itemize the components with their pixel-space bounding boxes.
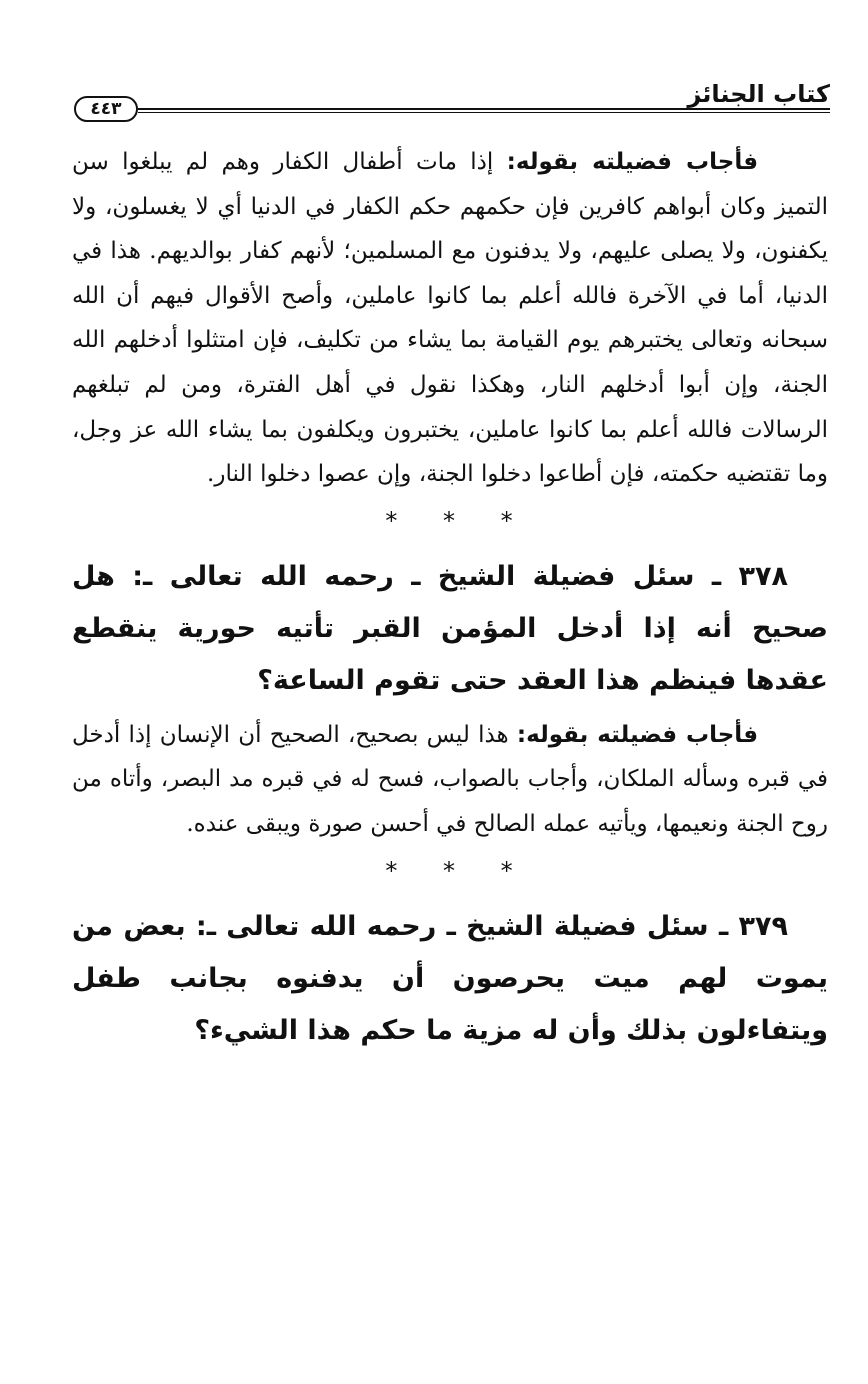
question-378: ٣٧٨ ـ سئل فضيلة الشيخ ـ رحمه الله تعالى ـ: هل صحيح أنه إذا أدخل المؤمن القبر تأتيه حورية ينقطع عقدها فينظم هذا العقد حتى تقوم الساعة؟ — [72, 560, 828, 696]
answer-lead: فأجاب فضيلته بقوله: — [506, 149, 759, 175]
running-title: كتاب الجنائز — [687, 80, 830, 108]
answer-text: هذا ليس بصحيح، الصحيح أن الإنسان إذا أدخل في قبره وسأله الملكان، وأجاب بالصواب، فسح له في قبره مد البصر، وأتاه من روح الجنة ونعيمها، ويأتيه عمله الصالح في أحسن صورة ويبقى عنده. — [72, 721, 829, 837]
answer-text: إذا مات أطفال الكفار وهم لم يبلغوا سن التميز وكان أبواهم كافرين فإن حكمهم حكم الكفار في الدنيا أي لا يغسلون، ولا يكفنون، ولا يصلى عليهم، ولا يدفنون مع المسلمين؛ لأنهم كفار بوالديهم. هذا في الدنيا، أما في الآخرة فالله أعلم بما كانوا عاملين، وأصح الأقوال فيهم أن الله سبحانه وتعالى يختبرهم يوم القيامة بما يشاء من تكليف، فإن امتثلوا أدخلهم الله الجنة، وإن أبوا أدخلهم النار، وهكذا نقول في أهل الفترة، ومن لم تبلغهم الرسالات فالله أعلم بما كانوا عاملين، يختبرون ويكلفون بما يشاء الله عز وجل، وما تقتضيه حكمته، فإن أطاعوا دخلوا الجنة، وإن عصوا دخلوا النار. — [72, 149, 828, 488]
page-number: ٤٤٣ — [74, 96, 138, 122]
page-content — [72, 140, 828, 1057]
section-separator: * * * — [385, 856, 515, 885]
page-header — [60, 78, 830, 122]
answer-paragraph-1 — [72, 140, 828, 497]
header-rule — [138, 108, 830, 113]
answer-paragraph-378 — [72, 713, 828, 847]
question-379: ٣٧٩ ـ سئل فضيلة الشيخ ـ رحمه الله تعالى ـ: بعض من يموت لهم ميت يحرصون أن يدفنوه بجانب طفل ويتفاءلون بذلك وأن له مزية ما حكم هذا الشيء؟ — [72, 910, 828, 1046]
section-separator: * * * — [385, 506, 515, 535]
answer-lead: فأجاب فضيلته بقوله: — [516, 721, 759, 748]
